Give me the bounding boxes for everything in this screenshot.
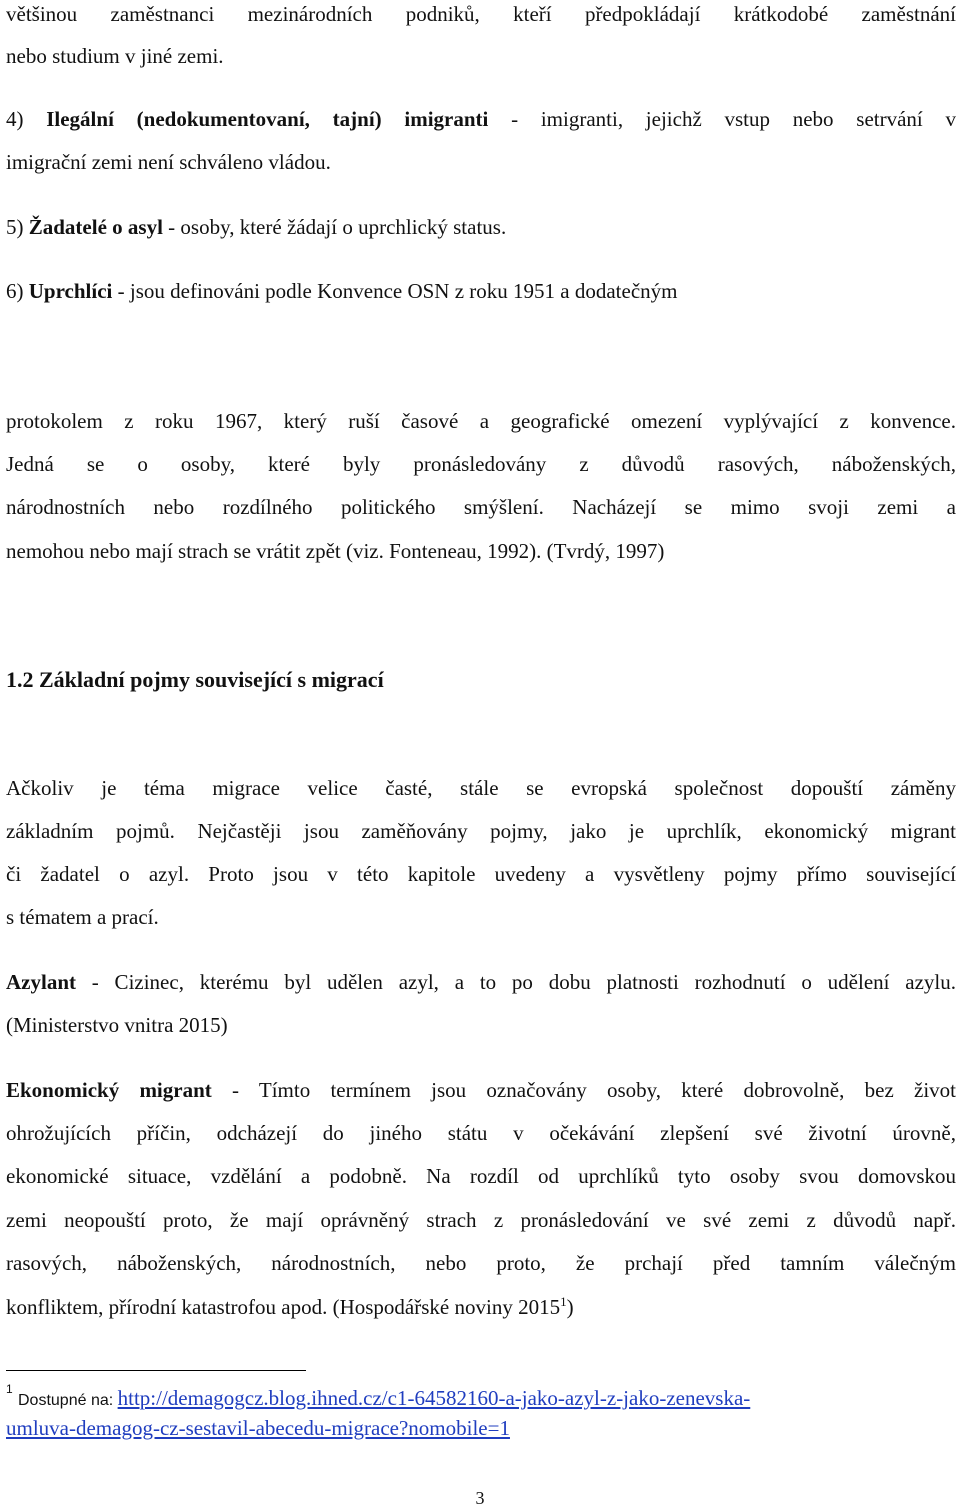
- definition-economic-migrant: Ekonomický migrant - Tímto termínem jsou označovány osoby, které dobrovolně, bez život: [6, 1078, 956, 1102]
- footnote-line: [6, 1414, 510, 1442]
- text-line: imigrační zemi není schváleno vládou.: [6, 150, 331, 174]
- definition-azylant: Azylant - Cizinec, kterému byl udělen azyl, a to po dobu platnosti rozhodnutí o udělení azylu.: [6, 970, 956, 994]
- text-line: protokolem z roku 1967, který ruší časové a geografické omezení vyplývající z konvence.: [6, 409, 956, 433]
- footnote-link[interactable]: http://demagogcz.blog.ihned.cz/c1-64582160-a-jako-azyl-z-jako-zenevska-: [117, 1386, 751, 1410]
- text-line: základním pojmů. Nejčastěji jsou zaměňovány pojmy, jako je uprchlík, ekonomický migrant: [6, 819, 956, 843]
- text-line: nemohou nebo mají strach se vrátit zpět (viz. Fonteneau, 1992). (Tvrdý, 1997): [6, 539, 665, 563]
- term-economic-migrant: Ekonomický migrant: [6, 1078, 212, 1102]
- section-heading: 1.2 Základní pojmy související s migrací: [6, 667, 384, 692]
- footnote-ref: 1: [560, 1294, 567, 1309]
- text-line: ekonomické situace, vzdělání a podobně. Na rozdíl od uprchlíků tyto osoby svou domovskou: [6, 1164, 956, 1188]
- footnote-separator: [6, 1370, 306, 1371]
- list-item-illegal-immigrants: 4) Ilegální (nedokumentovaní, tajní) imigranti - imigranti, jejichž vstup nebo setrvání v: [6, 107, 956, 131]
- footnote-line: Dostupné na: http://demagogcz.blog.ihned.cz/c1-64582160-a-jako-azyl-z-jako-zenevska-: [18, 1386, 751, 1410]
- footnote-number: 1: [6, 1382, 13, 1396]
- text-line: zemi neopouští proto, že mají oprávněný strach z pronásledování ve své zemi z důvodů např.: [6, 1208, 956, 1232]
- list-item-refugees: 6) Uprchlíci - jsou definováni podle Konvence OSN z roku 1951 a dodatečným: [6, 279, 678, 303]
- text-line: rasových, náboženských, národnostních, nebo proto, že prchají před tamním válečným: [6, 1251, 956, 1275]
- text-line: ohrožujících příčin, odcházejí do jiného státu v očekávání zlepšení své životní úrovně,: [6, 1121, 956, 1145]
- page-number: 3: [475, 1488, 485, 1508]
- term-azylant: Azylant: [6, 970, 76, 994]
- text-line: většinou zaměstnanci mezinárodních podniků, kteří předpokládají krátkodobé zaměstnání: [6, 2, 956, 26]
- text-line: (Ministerstvo vnitra 2015): [6, 1013, 228, 1037]
- text-line: Jedná se o osoby, které byly pronásledovány z důvodů rasových, náboženských,: [6, 452, 956, 476]
- text-line: nebo studium v jiné zemi.: [6, 44, 224, 68]
- text-line: s tématem a prací.: [6, 905, 159, 929]
- text-line: konfliktem, přírodní katastrofou apod. (Hospodářské noviny 2015$^1$): [6, 1294, 574, 1319]
- footnote-link-continued[interactable]: umluva-demagog-cz-sestavil-abecedu-migrace?nomobile=1: [6, 1416, 510, 1440]
- text-line: národnostních nebo rozdílného politického smýšlení. Nacházejí se mimo svoji zemi a: [6, 495, 956, 519]
- text-line: Ačkoliv je téma migrace velice časté, stále se evropská společnost dopouští záměny: [6, 776, 956, 800]
- text-line: či žadatel o azyl. Proto jsou v této kapitole uvedeny a vysvětleny pojmy přímo související: [6, 862, 956, 886]
- list-item-asylum-seekers: 5) Žadatelé o asyl - osoby, které žádají o uprchlický status.: [6, 215, 507, 239]
